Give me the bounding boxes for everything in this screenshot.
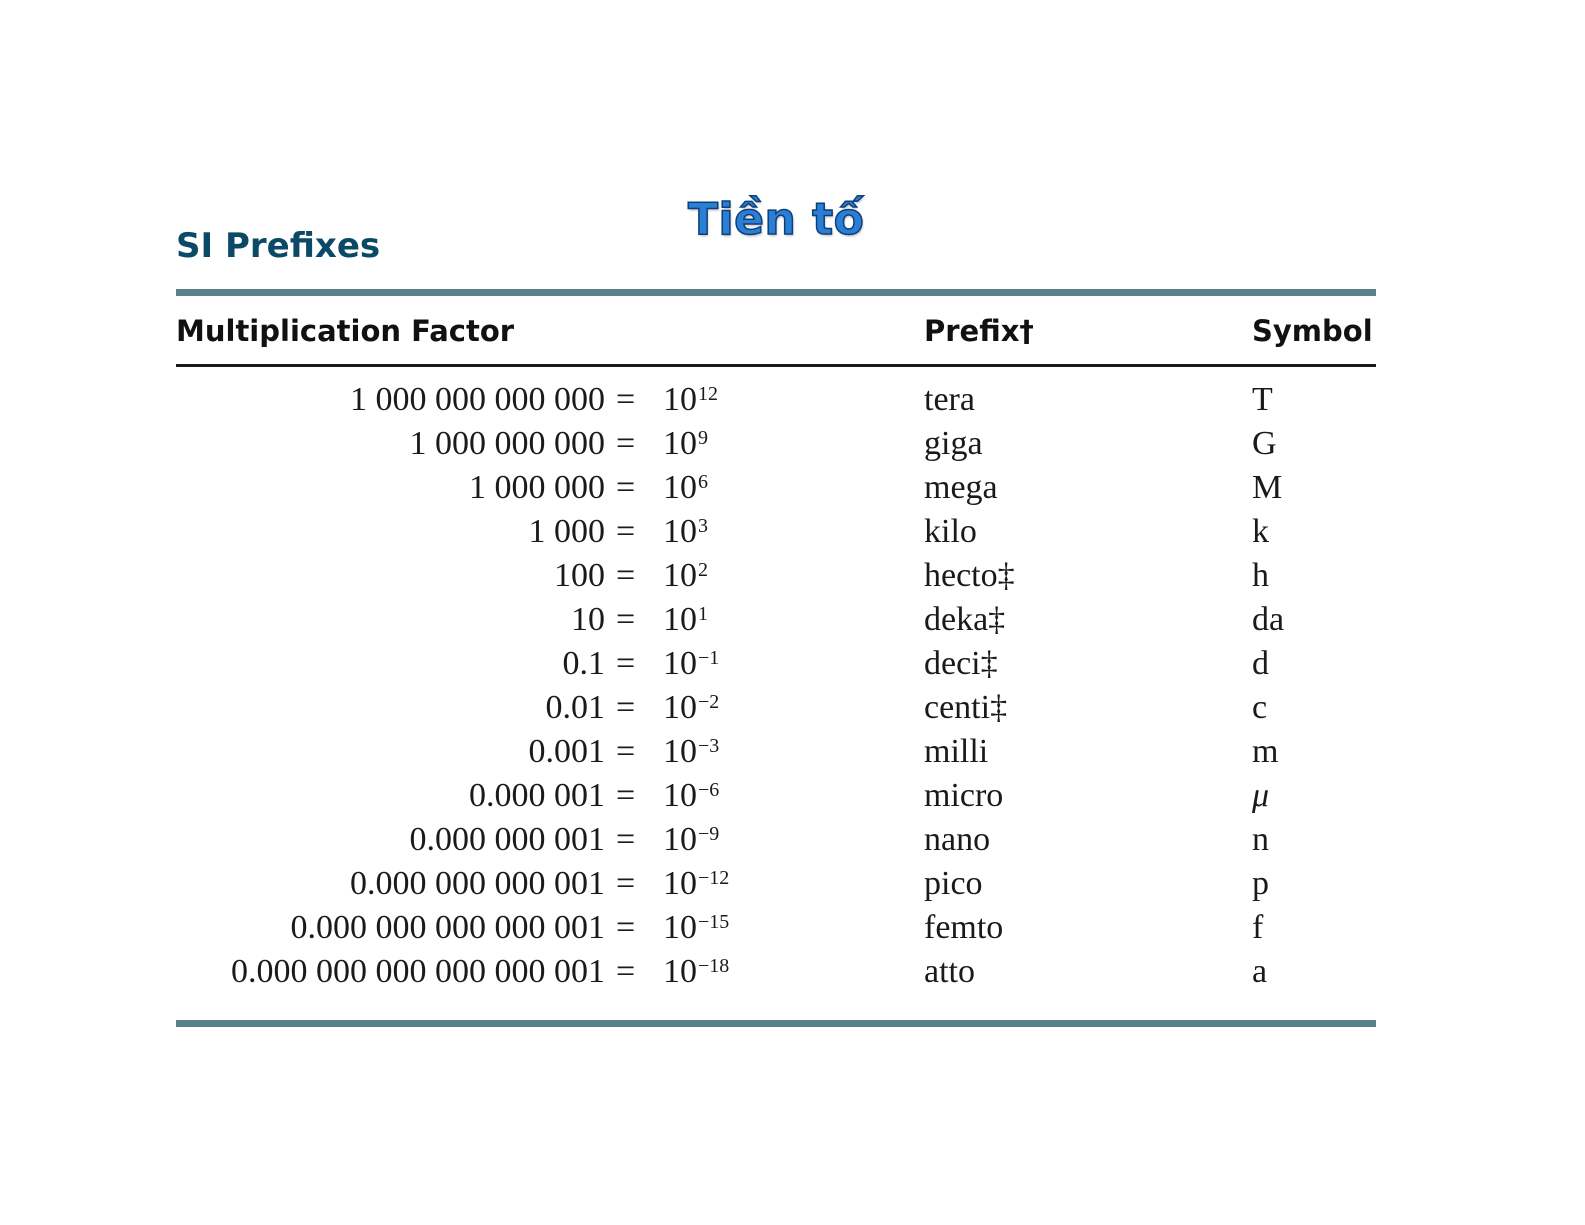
factor-number: 1 000 (528, 513, 605, 550)
prefix-symbol: M (1252, 469, 1283, 506)
table-row (0, 642, 1585, 686)
power-of-ten (663, 422, 708, 466)
power-of-ten (663, 378, 718, 422)
table-row (0, 774, 1585, 818)
power-of-ten (663, 906, 729, 950)
power-exponent: 6 (698, 471, 708, 493)
equals-sign: = (616, 425, 636, 462)
power-base: 10 (663, 953, 697, 990)
prefix-symbol: k (1252, 513, 1269, 550)
power-base: 10 (663, 909, 697, 946)
power-base: 10 (663, 777, 697, 814)
power-base: 10 (663, 865, 697, 902)
prefix-name: milli (924, 733, 989, 770)
factor-number: 0.01 (545, 689, 605, 726)
factor-number: 0.000 000 000 000 001 (290, 909, 605, 946)
table-row (0, 422, 1585, 466)
equals-sign: = (616, 733, 636, 770)
table-row (0, 906, 1585, 950)
prefix-name: giga (924, 425, 983, 462)
prefix-symbol: a (1252, 953, 1268, 990)
equals-sign: = (616, 821, 636, 858)
prefix-symbol: m (1252, 733, 1279, 770)
prefix-name: hecto‡ (924, 557, 1015, 594)
prefix-name: nano (924, 821, 991, 858)
prefix-symbol: da (1252, 601, 1285, 638)
prefix-symbol: f (1252, 909, 1264, 946)
table-row (0, 510, 1585, 554)
equals-sign: = (616, 469, 636, 506)
power-base: 10 (663, 513, 697, 550)
header-symbol: Symbol (1252, 314, 1373, 348)
equals-sign: = (616, 557, 636, 594)
power-exponent: −9 (698, 823, 720, 845)
factor-number: 0.000 000 000 001 (350, 865, 605, 902)
power-exponent: −3 (698, 735, 720, 757)
table-row (0, 950, 1585, 994)
equals-sign: = (616, 953, 636, 990)
prefix-symbol: T (1252, 381, 1273, 418)
table-row (0, 730, 1585, 774)
prefix-symbol: n (1252, 821, 1269, 858)
power-base: 10 (663, 557, 697, 594)
power-exponent: −2 (698, 691, 720, 713)
prefix-symbol: h (1252, 557, 1269, 594)
header-rule (176, 364, 1376, 367)
power-exponent: 1 (698, 603, 708, 625)
power-base: 10 (663, 381, 697, 418)
prefix-name: tera (924, 381, 975, 418)
prefix-name: atto (924, 953, 975, 990)
power-of-ten (663, 730, 719, 774)
power-base: 10 (663, 601, 697, 638)
power-of-ten (663, 510, 708, 554)
equals-sign: = (616, 689, 636, 726)
power-of-ten (663, 950, 729, 994)
equals-sign: = (616, 645, 636, 682)
equals-sign: = (616, 777, 636, 814)
table-row (0, 686, 1585, 730)
power-exponent: −6 (698, 779, 720, 801)
equals-sign: = (616, 909, 636, 946)
factor-number: 1 000 000 (469, 469, 605, 506)
vietnamese-title: Tiền tố (688, 194, 865, 245)
table-row (0, 598, 1585, 642)
prefix-name: kilo (924, 513, 977, 550)
equals-sign: = (616, 513, 636, 550)
power-of-ten (663, 466, 708, 510)
equals-sign: = (616, 865, 636, 902)
power-exponent: 12 (698, 383, 718, 405)
power-exponent: 2 (698, 559, 708, 581)
prefix-symbol: G (1252, 425, 1277, 462)
prefix-name: deka‡ (924, 601, 1006, 638)
factor-number: 0.001 (528, 733, 605, 770)
table-row (0, 862, 1585, 906)
prefix-symbol: μ (1252, 777, 1270, 814)
power-exponent: −1 (698, 647, 720, 669)
factor-number: 1 000 000 000 000 (350, 381, 605, 418)
power-base: 10 (663, 425, 697, 462)
power-of-ten (663, 642, 719, 686)
power-exponent: −15 (698, 911, 730, 933)
power-base: 10 (663, 469, 697, 506)
prefix-name: centi‡ (924, 689, 1008, 726)
power-exponent: −18 (698, 955, 730, 977)
power-of-ten (663, 598, 708, 642)
table-body (0, 378, 1585, 994)
power-base: 10 (663, 689, 697, 726)
factor-number: 10 (571, 601, 605, 638)
table-row (0, 378, 1585, 422)
top-rule (176, 289, 1376, 296)
table-row (0, 554, 1585, 598)
power-exponent: −12 (698, 867, 730, 889)
power-of-ten (663, 554, 708, 598)
bottom-rule (176, 1020, 1376, 1027)
power-base: 10 (663, 733, 697, 770)
factor-number: 0.000 000 001 (409, 821, 605, 858)
power-of-ten (663, 862, 729, 906)
prefix-name: deci‡ (924, 645, 998, 682)
factor-number: 0.000 001 (469, 777, 605, 814)
table-title: SI Prefixes (176, 226, 381, 266)
power-exponent: 9 (698, 427, 708, 449)
power-of-ten (663, 686, 719, 730)
power-of-ten (663, 818, 719, 862)
header-multiplication-factor: Multiplication Factor (176, 314, 515, 348)
prefix-name: femto (924, 909, 1004, 946)
equals-sign: = (616, 601, 636, 638)
factor-number: 0.000 000 000 000 000 001 (231, 953, 605, 990)
table-row (0, 466, 1585, 510)
power-base: 10 (663, 645, 697, 682)
power-of-ten (663, 774, 719, 818)
table-row (0, 818, 1585, 862)
factor-number: 100 (554, 557, 605, 594)
prefix-symbol: p (1252, 865, 1269, 902)
prefix-name: micro (924, 777, 1004, 814)
factor-number: 0.1 (562, 645, 605, 682)
prefix-name: mega (924, 469, 998, 506)
power-exponent: 3 (698, 515, 708, 537)
factor-number: 1 000 000 000 (409, 425, 605, 462)
equals-sign: = (616, 381, 636, 418)
power-base: 10 (663, 821, 697, 858)
prefix-name: pico (924, 865, 983, 902)
header-prefix: Prefix† (924, 314, 1034, 348)
prefix-symbol: c (1252, 689, 1268, 726)
prefix-symbol: d (1252, 645, 1269, 682)
